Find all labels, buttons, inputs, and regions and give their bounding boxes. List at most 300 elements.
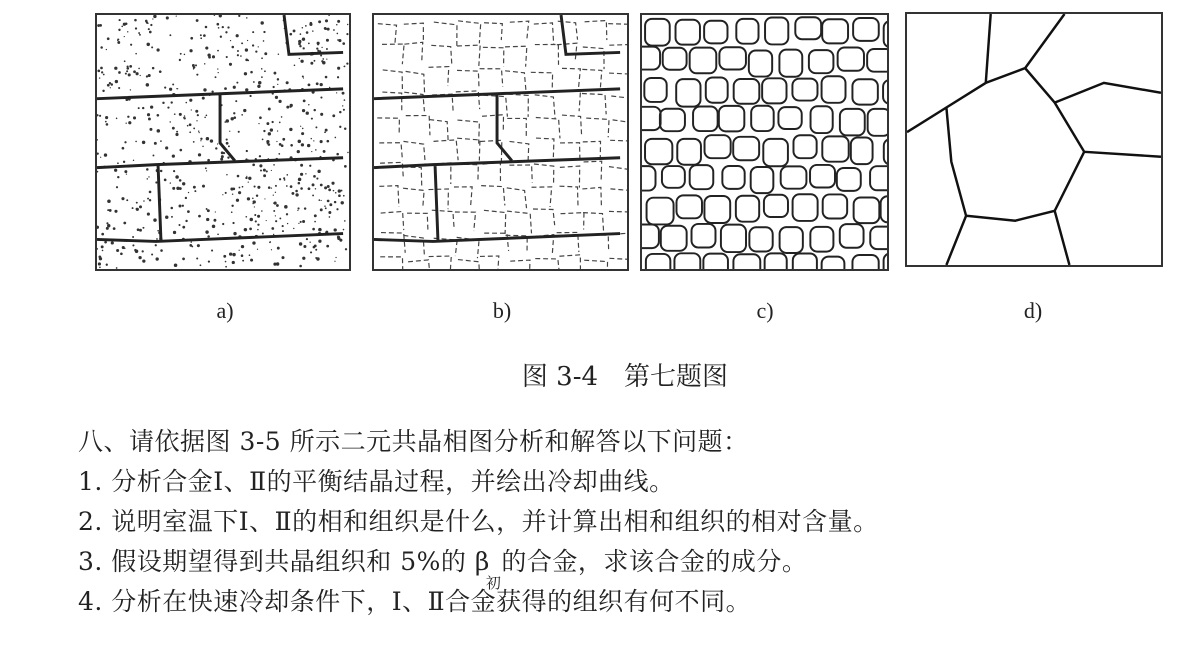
speckle [344, 99, 346, 101]
speckle [101, 71, 103, 73]
item-3-text-after: 的合金，求该合金的成分。 [501, 547, 808, 576]
subgrain-boundary [609, 211, 627, 228]
speckle [225, 192, 227, 194]
speckle [99, 257, 102, 260]
speckle [231, 117, 234, 120]
speckle [274, 72, 277, 75]
speckle [233, 232, 236, 235]
speckle [338, 189, 341, 192]
speckle [99, 77, 100, 78]
subgrain-boundary [610, 140, 627, 158]
speckle [185, 197, 187, 199]
speckle [226, 139, 228, 141]
speckle [182, 182, 185, 185]
subgrain-boundary [483, 47, 504, 66]
subgrain-boundary [406, 71, 425, 92]
subgrain-boundary [379, 143, 402, 161]
speckle [326, 245, 329, 248]
subgrain-boundary [584, 161, 602, 179]
speckle [270, 128, 273, 131]
speckle [324, 205, 326, 207]
speckle [241, 254, 244, 257]
speckle [173, 231, 176, 234]
grain [884, 253, 887, 269]
subgrain-boundary [434, 140, 459, 160]
speckle [118, 71, 121, 74]
speckle [325, 129, 328, 132]
speckle [263, 174, 266, 177]
subgrain-boundary [507, 118, 526, 136]
speckle [198, 153, 201, 156]
speckle [128, 73, 131, 76]
speckle [310, 62, 313, 65]
speckle [300, 33, 302, 35]
speckle [207, 159, 210, 162]
grain [677, 139, 701, 165]
speckle [157, 230, 159, 232]
speckle [328, 211, 331, 214]
speckle [142, 259, 145, 262]
speckle [318, 199, 320, 201]
speckle [153, 218, 156, 221]
speckle [261, 210, 263, 212]
grain [721, 225, 746, 252]
speckle [203, 34, 206, 37]
speckle [264, 198, 265, 199]
speckle [171, 216, 173, 218]
speckle [212, 225, 215, 228]
speckle [246, 150, 248, 152]
subgrain-boundary [533, 209, 555, 225]
subgrain-boundary [507, 211, 532, 233]
speckle [139, 205, 142, 208]
speckle [172, 187, 175, 190]
speckle [306, 238, 308, 240]
grain [645, 139, 672, 164]
speckle [275, 220, 277, 222]
subgrain-boundary [586, 118, 609, 137]
speckle [149, 31, 152, 34]
speckle [275, 192, 276, 193]
grain [762, 78, 786, 103]
speckle [322, 58, 324, 60]
subgrain-boundary [608, 24, 627, 43]
speckle [249, 228, 252, 231]
speckle [317, 44, 319, 46]
speckle [343, 229, 345, 231]
speckle [243, 109, 246, 112]
panel-label-d: d) [1023, 298, 1043, 323]
speckle [113, 227, 116, 230]
grain [852, 255, 878, 269]
speckle [326, 58, 327, 59]
speckle [204, 117, 206, 119]
speckle [150, 24, 152, 26]
item-3-subscript: 初 [485, 574, 502, 592]
speckle [193, 141, 195, 143]
speckle [97, 248, 98, 250]
speckle [160, 140, 162, 142]
speckle [300, 221, 302, 223]
speckle [300, 173, 303, 176]
speckle [220, 158, 223, 161]
speckle [264, 70, 266, 72]
speckle [125, 122, 126, 123]
speckle [151, 253, 153, 255]
speckle [123, 161, 125, 163]
speckle [242, 260, 244, 262]
speckle [249, 95, 251, 97]
speckle [120, 253, 123, 256]
speckle [222, 26, 224, 28]
speckle [185, 220, 187, 222]
grain [705, 135, 731, 158]
speckle [189, 131, 191, 133]
speckle [175, 175, 179, 179]
speckle [122, 147, 125, 150]
speckle [228, 145, 230, 147]
speckle [335, 257, 336, 258]
speckle [334, 228, 337, 231]
speckle [342, 92, 345, 95]
speckle [283, 177, 285, 179]
subgrain-boundary [535, 95, 555, 119]
speckle [172, 83, 174, 85]
speckle [198, 215, 201, 218]
subgrain-boundary [509, 165, 532, 183]
subgrain-boundary [562, 115, 582, 136]
speckle [286, 213, 288, 215]
speckle [336, 153, 339, 156]
speckle [245, 48, 248, 51]
speckle [136, 72, 139, 75]
speckle [225, 266, 227, 268]
subgrain-boundary [380, 257, 403, 269]
speckle [276, 141, 277, 142]
speckle [344, 65, 346, 67]
subgrain-boundary [382, 92, 401, 112]
speckle [133, 70, 136, 73]
micrograph-d [905, 12, 1163, 267]
speckle [103, 74, 105, 76]
speckle [326, 39, 329, 42]
speckle [223, 255, 226, 258]
speckle [121, 197, 124, 200]
speckle [320, 184, 323, 187]
speckle [169, 121, 170, 122]
subgrain-boundary [458, 21, 481, 43]
grain [884, 139, 887, 165]
grain [778, 107, 801, 129]
speckle [184, 115, 185, 116]
speckle [230, 187, 233, 190]
grain [840, 109, 865, 136]
subgrain-boundary [609, 45, 627, 66]
speckle [320, 113, 323, 116]
speckle [337, 20, 340, 23]
subgrain-boundary [535, 259, 559, 269]
speckle [339, 126, 341, 128]
subgrain-boundary [583, 47, 604, 69]
speckle [160, 170, 162, 172]
speckle [298, 43, 301, 46]
speckle [244, 72, 247, 75]
speckle [279, 122, 281, 124]
speckle [271, 227, 274, 230]
speckle [252, 163, 255, 166]
speckle [328, 189, 331, 192]
speckle [148, 28, 150, 30]
speckle [196, 74, 198, 76]
speckle [299, 265, 302, 268]
speckle [305, 25, 307, 27]
speckle [323, 150, 326, 153]
speckle [116, 118, 118, 120]
speckle [298, 178, 302, 182]
speckle [142, 227, 144, 229]
speckle [313, 140, 314, 141]
speckle [154, 142, 157, 145]
speckle [232, 222, 234, 224]
grain [722, 166, 744, 189]
speckle [97, 226, 99, 229]
subgrain-boundary [534, 23, 554, 44]
subgrain-boundary [484, 210, 506, 234]
speckle [273, 234, 274, 235]
speckle [248, 177, 251, 180]
speckle [100, 46, 102, 48]
speckle [275, 215, 276, 216]
speckle [226, 56, 228, 58]
speckle [327, 28, 330, 31]
speckle [105, 116, 108, 119]
speckle [134, 19, 137, 22]
speckle [302, 109, 305, 112]
speckle [268, 108, 271, 111]
subgrain-boundary [535, 44, 559, 64]
speckle [342, 42, 345, 45]
speckle [202, 185, 205, 188]
speckle [260, 170, 262, 172]
speckle [99, 115, 101, 117]
speckle [130, 44, 132, 46]
grain [870, 227, 887, 249]
speckle [302, 257, 305, 260]
speckle [152, 67, 155, 70]
speckle [252, 203, 253, 204]
speckle [169, 88, 172, 91]
subgrain-boundary [505, 71, 526, 90]
speckle [127, 65, 129, 67]
speckle [142, 250, 144, 252]
speckle [338, 194, 341, 197]
speckle [123, 222, 126, 225]
speckle [197, 244, 200, 247]
grain [810, 227, 833, 252]
speckle [257, 215, 260, 218]
speckle [277, 130, 278, 131]
subgrain-boundary [457, 45, 480, 66]
speckle [122, 246, 125, 249]
speckle [97, 139, 98, 141]
grain [870, 166, 887, 190]
speckle [264, 52, 267, 55]
speckle [174, 264, 178, 268]
speckle [172, 127, 175, 130]
subgrain-boundary [429, 256, 452, 269]
subgrain-boundary [609, 167, 627, 186]
speckle [271, 188, 272, 189]
speckle [204, 63, 205, 64]
subgrain-boundary [378, 24, 397, 43]
speckle [196, 19, 199, 22]
speckle [273, 210, 275, 212]
speckle [132, 236, 134, 238]
speckle [205, 167, 207, 169]
speckle [300, 164, 303, 167]
speckle [114, 169, 117, 172]
speckle [170, 101, 172, 103]
speckle [273, 164, 275, 166]
speckle [337, 67, 340, 70]
grain [763, 139, 788, 166]
subgrain-boundary [532, 187, 552, 207]
subgrain-boundary [408, 260, 430, 269]
grain [676, 20, 700, 45]
speckle [273, 86, 275, 88]
subgrain-boundary [534, 164, 554, 186]
grain [840, 224, 864, 248]
speckle [316, 178, 318, 180]
speckle [333, 190, 335, 192]
speckle [126, 174, 127, 175]
speckle [169, 34, 171, 36]
subgrain-boundary [562, 68, 580, 89]
speckle [119, 19, 121, 21]
speckle [135, 27, 137, 29]
grain [645, 19, 670, 46]
speckle [254, 185, 256, 187]
speckle [185, 102, 187, 104]
speckle [229, 131, 230, 132]
speckle [136, 202, 138, 204]
speckle [261, 76, 263, 78]
speckle [107, 200, 111, 204]
speckle [298, 140, 301, 143]
subgrain-boundary [429, 120, 448, 143]
speckle [237, 54, 239, 56]
speckle [164, 87, 166, 89]
speckle [226, 174, 227, 175]
subgrain-boundary [536, 138, 554, 157]
speckle [162, 102, 164, 104]
speckle [257, 186, 260, 189]
grain [868, 109, 887, 136]
speckle [313, 109, 315, 111]
speckle [333, 29, 335, 31]
question-heading: 八、请依据图 3-5 所示二元共晶相图分析和解答以下问题： [78, 427, 749, 456]
speckle [339, 111, 341, 113]
grain [690, 48, 717, 74]
speckle [261, 68, 263, 70]
grain [883, 80, 887, 104]
speckle [179, 179, 182, 182]
speckle [182, 226, 185, 229]
speckle [324, 131, 326, 133]
speckle [308, 84, 311, 87]
speckle [105, 121, 107, 123]
speckle [232, 194, 233, 195]
speckle [302, 27, 304, 29]
speckle [157, 129, 161, 133]
subgrain-boundary [560, 186, 579, 207]
speckle [166, 16, 169, 19]
speckle [343, 109, 345, 111]
subgrain-boundary [483, 162, 501, 183]
subgrain-boundary [559, 255, 580, 269]
speckle [268, 143, 271, 146]
speckle [117, 38, 119, 40]
grain-boundary [374, 15, 620, 241]
speckle [338, 39, 341, 42]
speckle [205, 26, 208, 29]
speckle [155, 244, 157, 246]
speckle [298, 223, 299, 224]
speckle [184, 54, 186, 56]
speckle [156, 238, 158, 240]
speckle [118, 29, 120, 31]
speckle [205, 230, 208, 233]
speckle [334, 201, 336, 203]
speckle [299, 45, 301, 47]
speckle [129, 65, 132, 68]
speckle [200, 138, 202, 140]
subgrain-boundary [432, 210, 454, 228]
speckle [140, 75, 141, 76]
speckle [313, 175, 316, 178]
speckle [99, 266, 101, 268]
speckle [311, 118, 313, 120]
speckle [176, 131, 178, 133]
speckle [318, 240, 321, 243]
speckle [148, 118, 151, 121]
speckle [138, 107, 140, 109]
speckle [304, 207, 306, 209]
subgrain-boundary [586, 234, 609, 251]
speckle [135, 53, 137, 55]
speckle [179, 149, 182, 152]
grain [809, 50, 834, 73]
speckle [152, 155, 154, 157]
speckle [271, 121, 273, 123]
speckle [182, 205, 184, 207]
speckle [138, 256, 141, 259]
grain [674, 253, 700, 269]
speckle [328, 15, 329, 16]
speckle [266, 220, 267, 221]
speckle [197, 114, 199, 116]
speckle [277, 84, 278, 85]
speckle [315, 249, 317, 251]
speckle [278, 54, 279, 55]
speckle [170, 182, 171, 183]
speckle [114, 210, 117, 213]
speckle [344, 128, 346, 130]
speckle [206, 218, 209, 221]
micrograph-c [640, 13, 889, 271]
speckle [187, 210, 190, 213]
grain [706, 77, 728, 102]
